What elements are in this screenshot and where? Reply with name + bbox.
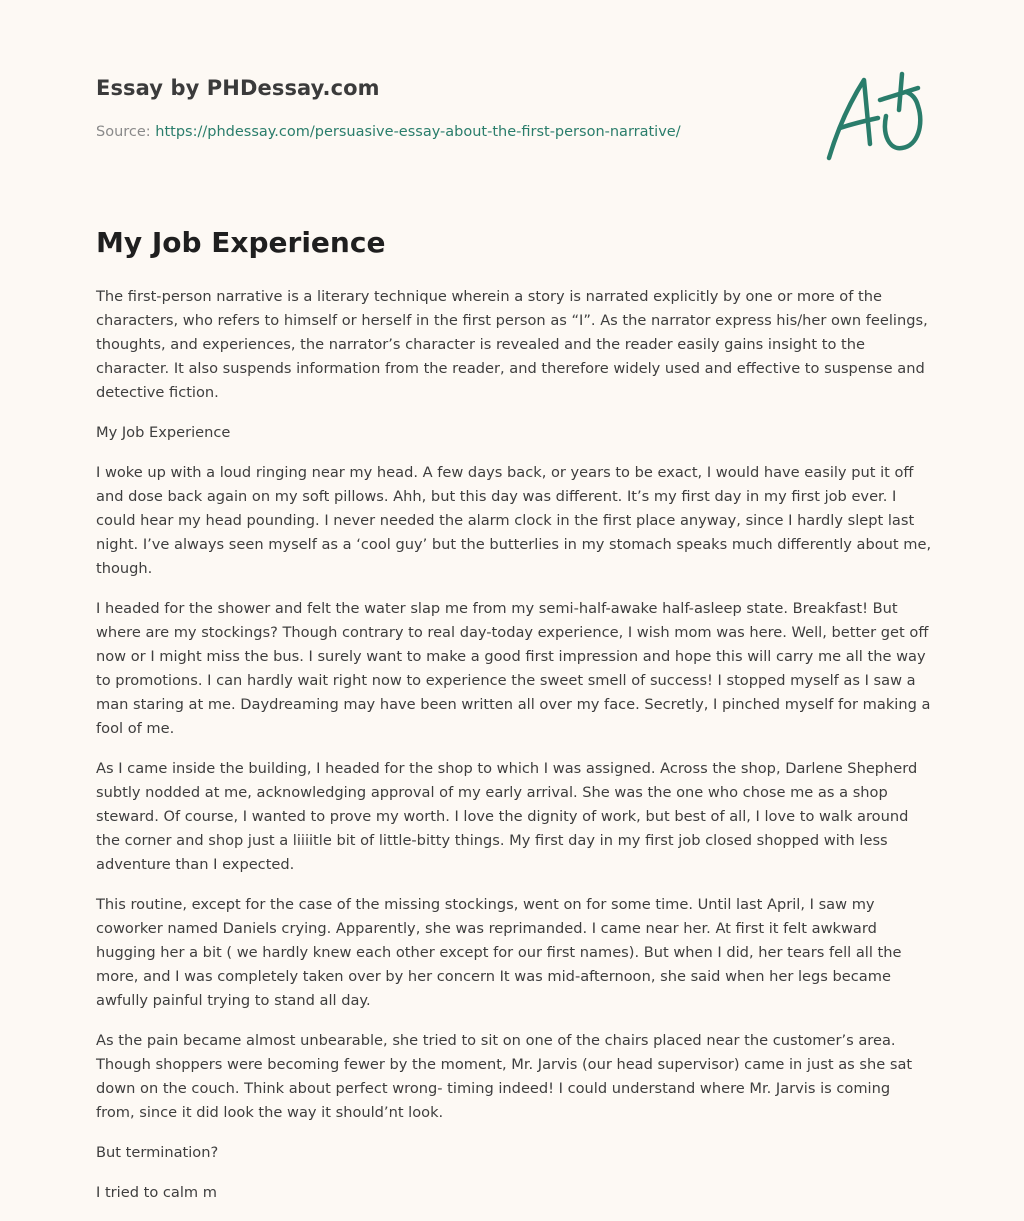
a-plus-logo-icon	[818, 66, 930, 166]
essay-paragraph: The first-person narrative is a literary technique wherein a story is narrated explicitly by one or more of the characters, who refers to himself or herself in the first person as “I”. As the narrator express his/her own feelings, thoughts, and experiences, the narrator’s character is revealed and the reader easily gains insight to the character. It also suspends information from the reader, and therefore widely used and effective to suspense and detective fiction.	[96, 288, 928, 401]
essay-paragraph: But termination?	[96, 1144, 219, 1161]
essay-paragraph: This routine, except for the case of the missing stockings, went on for some time. Until last April, I saw my coworker named Daniels crying. Apparently, she was reprimanded. I came near her. At first it felt awkward hugging her a bit ( we hardly knew each other except for our first names). But when I did, her tears fell all the more, and I was completely taken over by her concern It was mid-afternoon, she said when her legs became awfully painful trying to stand all day.	[96, 896, 902, 1009]
essay-paragraph: I woke up with a loud ringing near my head. A few days back, or years to be exact, I would have easily put it off and dose back again on my soft pillows. Ahh, but this day was different. It’s my first day in my first job ever. I could hear my head pounding. I never needed the alarm clock in the first place anyway, since I hardly slept last night. I’ve always seen myself as a ‘cool guy’ but the butterlies in my stomach speaks much differently about me, though.	[96, 464, 932, 577]
essay-paragraph: I headed for the shower and felt the water slap me from my semi-half-awake half-asleep state. Breakfast! But where are my stockings? Though contrary to real day-today experience, I wish mom was here. Well, better get off now or I might miss the bus. I surely want to make a good first impression and hope this will carry me all the way to promotions. I can hardly wait right now to experience the sweet smell of success! I stopped myself as I saw a man staring at me. Daydreaming may have been written all over my face. Secretly, I pinched myself for making a fool of me.	[96, 600, 931, 737]
essay-subheading: My Job Experience	[96, 424, 231, 441]
source-link[interactable]: https://phdessay.com/persuasive-essay-about-the-first-person-narrative/	[155, 124, 681, 140]
essay-paragraph: I tried to calm m	[96, 1184, 217, 1201]
site-brand: Essay by PHDessay.com	[96, 76, 380, 100]
source-line	[96, 124, 681, 140]
essay-paragraph: As the pain became almost unbearable, she tried to sit on one of the chairs placed near the customer’s area. Though shoppers were becoming fewer by the moment, Mr. Jarvis (our head supervisor) came in just as she sat down on the couch. Think about perfect wrong- timing indeed! I could understand where Mr. Jarvis is coming from, since it did look the way it should’nt look.	[96, 1032, 913, 1121]
essay-body	[96, 285, 932, 1221]
essay-paragraph: As I came inside the building, I headed for the shop to which I was assigned. Across the shop, Darlene Shepherd subtly nodded at me, acknowledging approval of my early arrival. She was the one who chose me as a shop steward. Of course, I wanted to prove my worth. I love the dignity of work, but best of all, I love to walk around the corner and shop just a liiiitle bit of little-bitty things. My first day in my first job closed shopped with less adventure than I expected.	[96, 760, 918, 873]
essay-title: My Job Experience	[96, 226, 386, 259]
source-label: Source:	[96, 124, 156, 140]
